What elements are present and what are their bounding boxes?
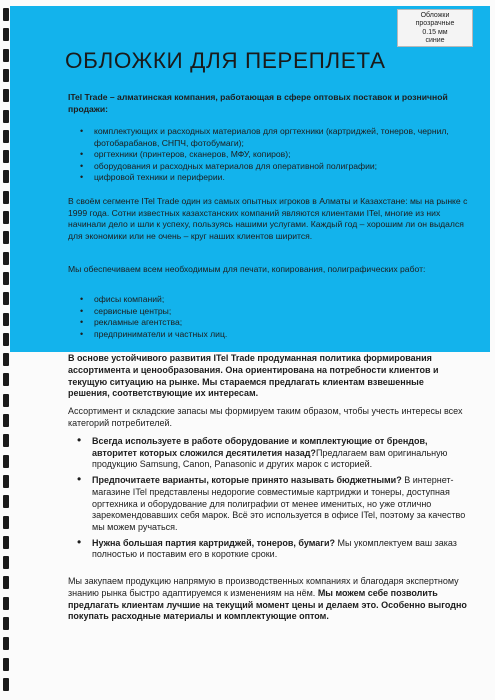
- label-line: прозрачные: [415, 20, 455, 28]
- list-item: • предприниматели и частных лиц.: [68, 329, 468, 341]
- binding-hole: [3, 313, 9, 326]
- binding-hole: [3, 89, 9, 102]
- offer-list: [68, 436, 468, 565]
- binding-hole: [3, 414, 9, 427]
- binding-hole: [3, 597, 9, 610]
- binding-holes: [3, 8, 11, 698]
- intro-lead: ITel Trade – алматинская компания, работающая в сфере оптовых поставок и розничной продажи:: [68, 92, 448, 114]
- binding-hole: [3, 333, 9, 346]
- binding-hole: [3, 373, 9, 386]
- segment-paragraph: В своём сегменте ITel Trade один из самых опытных игроков в Алматы и Казахстане: мы на рынке с 1999 года. Сотни известных казахстанских компаний являются клиентами ITel, многие из них начинали дело и шли к успеху, пользуясь нашими услугами. Каждый год – хорошим ли он выдался для экономики или не очень – круг наших клиентов ширится.: [68, 196, 468, 241]
- binding-hole: [3, 495, 9, 508]
- binding-hole: [3, 170, 9, 183]
- closing-text: Мы закупаем продукцию напрямую в производственных компаниях и благодаря экспертному знанию рынка быстро адаптируемся к изменениям на нём.: [68, 576, 459, 598]
- list-item: • цифровой техники и периферии.: [68, 172, 468, 184]
- binding-hole: [3, 8, 9, 21]
- binding-hole: [3, 536, 9, 549]
- binding-hole: [3, 49, 9, 62]
- assortment-paragraph: Ассортимент и складские запасы мы формируем таким образом, чтобы учесть интересы всех категорий потребителей.: [68, 406, 463, 428]
- binding-hole: [3, 252, 9, 265]
- binding-hole: [3, 69, 9, 82]
- offer-question: Нужна большая партия картриджей, тонеров, бумаги?: [92, 537, 336, 548]
- policy-paragraph: В основе устойчивого развития ITel Trade продуманная политика формирования ассортимента и ценообразования. Она ориентирована на потребности клиентов и текущую ситуацию на рынке. Мы стараемся предлагать клиентам взвешенные решения, соответствующие их интересам.: [68, 353, 439, 399]
- binding-hole: [3, 455, 9, 468]
- offer-answer: Мы укомплектуем ваш заказ полностью и поставим его в короткие сроки.: [92, 537, 457, 560]
- client-list: [68, 294, 468, 340]
- binding-hole: [3, 637, 9, 650]
- binding-hole: [3, 353, 9, 366]
- list-item: • сервисные центры;: [68, 306, 468, 318]
- binding-hole: [3, 678, 9, 691]
- page-title: ОБЛОЖКИ ДЛЯ ПЕРЕПЛЕТА: [65, 48, 386, 73]
- binding-hole: [3, 617, 9, 630]
- list-item: • рекламные агентства;: [68, 317, 468, 329]
- binding-hole: [3, 231, 9, 244]
- offer-answer: Предлагаем вам оригинальную продукцию Samsung, Canon, Panasonic и других марок с историей.: [92, 447, 448, 470]
- product-list: [68, 126, 468, 184]
- binding-hole: [3, 191, 9, 204]
- offer-answer: В интернет-магазине ITel представлены недорогие совместимые картриджи и тонеры, доступная оргтехника и оборудование для полиграфии от менее именитых, но уже отлично зарекомендовавших себя марок. Всё это используется в офисе ITel, поэтому за качество мы можем ручаться.: [92, 475, 466, 532]
- binding-hole: [3, 28, 9, 41]
- label-line: синие: [425, 37, 445, 45]
- binding-hole: [3, 292, 9, 305]
- closing-bold-text: Мы можем себе позволить предлагать клиентам лучшие на текущий момент цены и делаем это. Особенно выгодно покупать расходные материалы и комплектующие оптом.: [68, 587, 467, 622]
- binding-hole: [3, 394, 9, 407]
- offer-question: Всегда используете в работе оборудование и комплектующие от брендов, авторитет которых сложился десятилетия назад?: [92, 436, 428, 458]
- label-line: Обложки: [420, 12, 450, 19]
- list-item: • комплектующих и расходных материалов для оргтехники (картриджей, тонеров, чернил, фотобарабанов, СНПЧ, фотобумаги);: [68, 126, 468, 149]
- list-item: • офисы компаний;: [68, 294, 468, 306]
- closing-paragraph: [68, 576, 468, 623]
- binding-hole: [3, 658, 9, 671]
- product-label-sticker: [397, 9, 473, 47]
- binding-hole: [3, 110, 9, 123]
- list-item: • оргтехники (принтеров, сканеров, МФУ, копиров);: [68, 149, 468, 161]
- list-item: [68, 436, 468, 471]
- binding-hole: [3, 556, 9, 569]
- binding-hole: [3, 130, 9, 143]
- binding-hole: [3, 272, 9, 285]
- provide-paragraph: Мы обеспечиваем всем необходимым для печати, копирования, полиграфических работ:: [68, 264, 426, 274]
- list-item: [68, 538, 468, 561]
- binding-hole: [3, 516, 9, 529]
- list-item: [68, 475, 468, 534]
- binding-hole: [3, 211, 9, 224]
- label-line: 0.15 мм: [422, 28, 448, 36]
- list-item: • оборудования и расходных материалов для оперативной полиграфии;: [68, 161, 468, 173]
- binding-hole: [3, 475, 9, 488]
- offer-question: Предпочитаете варианты, которые принято называть бюджетными?: [92, 475, 402, 486]
- binding-hole: [3, 576, 9, 589]
- binding-hole: [3, 150, 9, 163]
- binding-hole: [3, 434, 9, 447]
